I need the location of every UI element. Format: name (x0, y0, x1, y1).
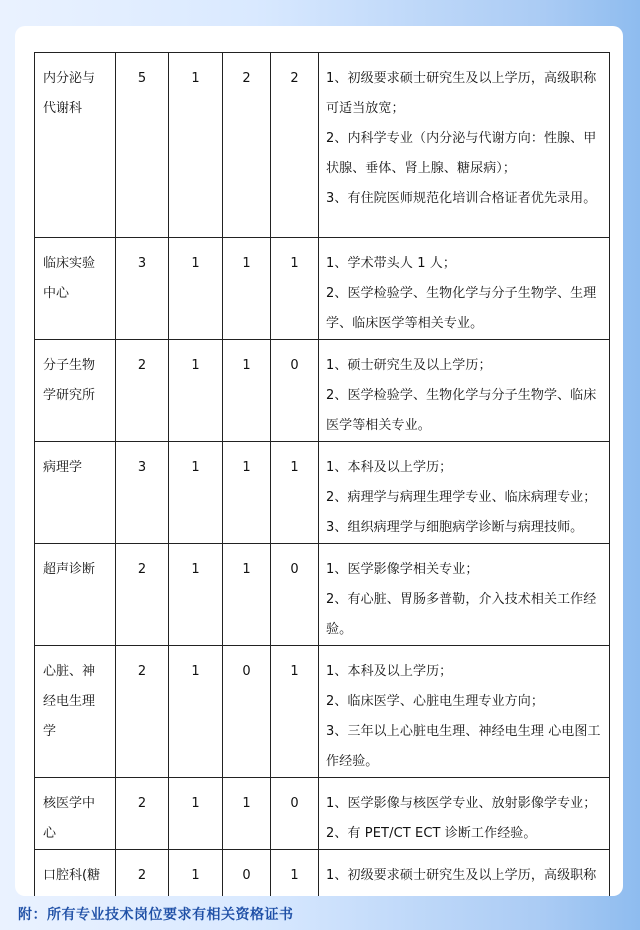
recruitment-table (34, 52, 610, 896)
count-c: 1 (271, 238, 319, 340)
requirement-line: 1、本科及以上学历； (326, 664, 453, 679)
requirements-cell (319, 442, 610, 544)
requirements-cell (319, 778, 610, 850)
count-b: 1 (223, 340, 271, 442)
requirements-cell (319, 53, 610, 238)
table-row (35, 778, 610, 850)
requirement-line: 1、初级要求硕士研究生及以上学历，高级职称 (326, 868, 597, 883)
count-a: 1 (169, 238, 223, 340)
count-a: 1 (169, 850, 223, 897)
count-a: 1 (169, 544, 223, 646)
requirement-line: 3、三年以上心脏电生理、神经电生理 心电图工作经验。 (326, 724, 601, 769)
count-b: 2 (223, 53, 271, 238)
requirement-line: 2、医学检验学、生物化学与分子生物学、临床医学等相关专业。 (326, 388, 597, 433)
requirement-line: 1、硕士研究生及以上学历； (326, 358, 492, 373)
count-c: 0 (271, 544, 319, 646)
count-a: 1 (169, 646, 223, 778)
count-b: 1 (223, 238, 271, 340)
table-row (35, 53, 610, 238)
count-c: 0 (271, 340, 319, 442)
count-a: 1 (169, 53, 223, 238)
count-total: 5 (116, 53, 169, 238)
dept-cell: 内分泌与代谢科 (35, 53, 116, 238)
count-c: 2 (271, 53, 319, 238)
dept-cell: 口腔科(糖 (35, 850, 116, 897)
requirements-cell (319, 238, 610, 340)
count-total: 2 (116, 850, 169, 897)
dept-cell: 病理学 (35, 442, 116, 544)
requirement-line: 2、医学检验学、生物化学与分子生物学、生理学、临床医学等相关专业。 (326, 286, 597, 331)
count-b: 1 (223, 442, 271, 544)
requirement-line: 2、有心脏、胃肠多普勒，介入技术相关工作经验。 (326, 592, 597, 637)
count-a: 1 (169, 340, 223, 442)
count-c: 1 (271, 442, 319, 544)
requirement-line: 1、医学影像与核医学专业、放射影像学专业； (326, 796, 597, 811)
count-c: 0 (271, 778, 319, 850)
dept-cell: 分子生物学研究所 (35, 340, 116, 442)
requirement-line: 2、病理学与病理生理学专业、临床病理专业； (326, 490, 597, 505)
requirement-line: 2、临床医学、心脏电生理专业方向； (326, 694, 544, 709)
count-total: 2 (116, 778, 169, 850)
count-total: 3 (116, 238, 169, 340)
table-row (35, 544, 610, 646)
dept-cell: 心脏、神经电生理学 (35, 646, 116, 778)
footer-note: 附：所有专业技术岗位要求有相关资格证书 (18, 907, 294, 923)
dept-cell: 临床实验中心 (35, 238, 116, 340)
count-total: 2 (116, 340, 169, 442)
requirement-line: 3、有住院医师规范化培训合格证者优先录用。 (326, 191, 597, 206)
count-total: 3 (116, 442, 169, 544)
count-total: 2 (116, 544, 169, 646)
requirements-cell (319, 850, 610, 897)
table-row (35, 646, 610, 778)
table-row (35, 442, 610, 544)
count-a: 1 (169, 778, 223, 850)
count-c: 1 (271, 646, 319, 778)
count-a: 1 (169, 442, 223, 544)
table-row (35, 340, 610, 442)
requirement-line: 1、初级要求硕士研究生及以上学历，高级职称可适当放宽； (326, 71, 597, 116)
table-row (35, 850, 610, 897)
requirement-line: 1、医学影像学相关专业； (326, 562, 479, 577)
requirement-line: 1、学术带头人 1 人； (326, 256, 457, 271)
requirements-cell (319, 646, 610, 778)
count-c: 1 (271, 850, 319, 897)
count-b: 0 (223, 850, 271, 897)
table-card (15, 26, 623, 896)
count-total: 2 (116, 646, 169, 778)
dept-cell: 超声诊断 (35, 544, 116, 646)
requirements-cell (319, 544, 610, 646)
table-row (35, 238, 610, 340)
count-b: 1 (223, 544, 271, 646)
dept-cell: 核医学中心 (35, 778, 116, 850)
requirement-line: 3、组织病理学与细胞病学诊断与病理技师。 (326, 520, 584, 535)
requirement-line: 1、本科及以上学历； (326, 460, 453, 475)
count-b: 1 (223, 778, 271, 850)
requirement-line: 2、有 PET/CT ECT 诊断工作经验。 (326, 826, 537, 841)
requirement-line: 2、内科学专业（内分泌与代谢方向：性腺、甲状腺、垂体、肾上腺、糖尿病）； (326, 131, 597, 176)
requirements-cell (319, 340, 610, 442)
count-b: 0 (223, 646, 271, 778)
